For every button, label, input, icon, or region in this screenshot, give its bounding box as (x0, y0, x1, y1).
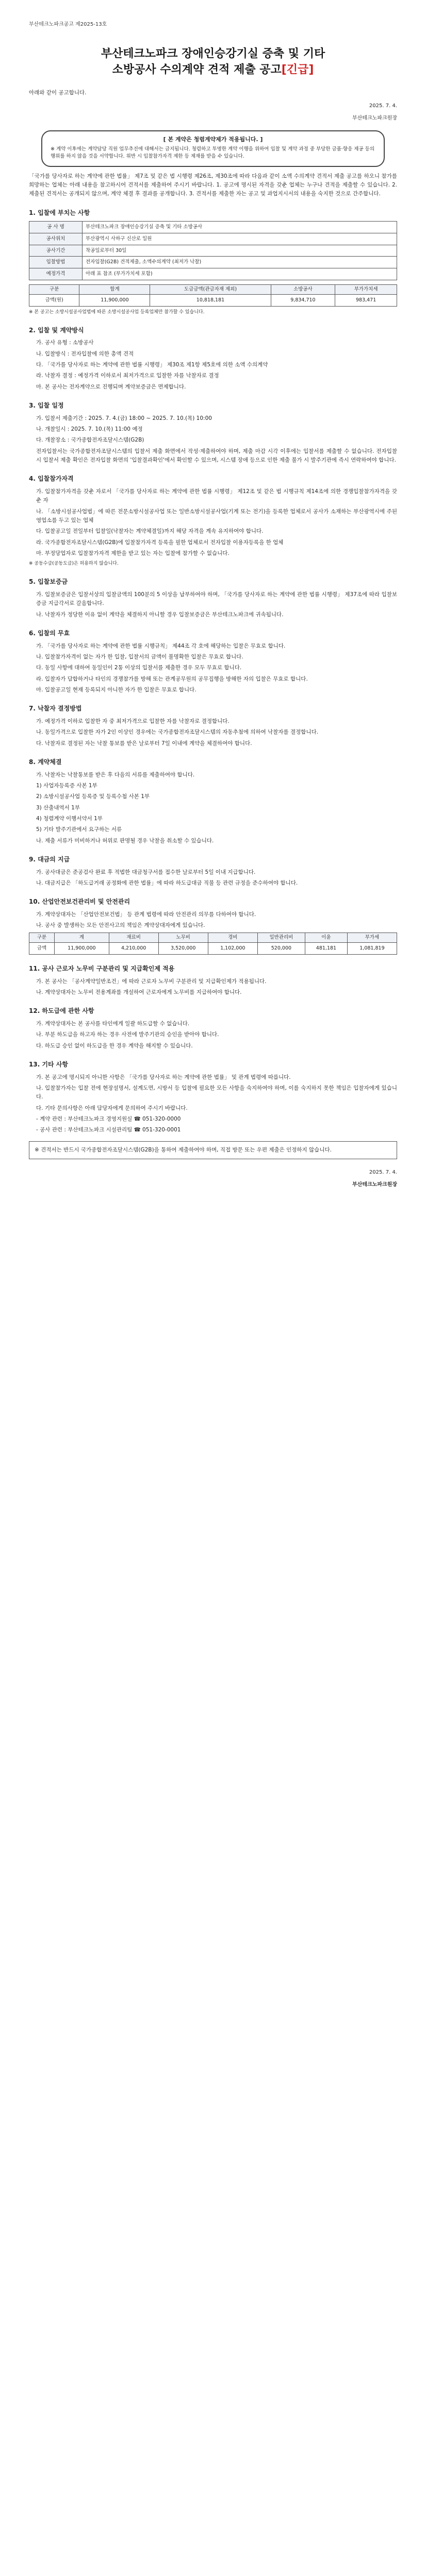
price-cell: 10,818,181 (150, 295, 271, 307)
cost-header-cell: 부가세 (347, 933, 397, 942)
section-item: 다. 「국가를 당사자로 하는 계약에 관한 법률 시행령」 제30조 제1항 제5호에 의한 소액 수의계약 (36, 361, 268, 368)
overview-row (29, 268, 397, 280)
section-item: 가. 계약상대자는 「산업안전보건법」 등 관계 법령에 따라 안전관리 의무를 다하여야 합니다. (36, 911, 256, 918)
section-11-heading: 11. 공사 근로자 노무비 구분관리 및 지급확인제 적용 (29, 964, 175, 972)
price-header-cell: 도급금액(관급자재 제외) (150, 284, 271, 294)
section-9-heading: 9. 대금의 지급 (29, 855, 70, 863)
section-item: - 계약 관련 : 부산테크노파크 경영지원실 ☎ 051-320-0000 (36, 1115, 181, 1122)
section-item: 가. 입찰참가자격을 갖춘 자로서 「국가를 당사자로 하는 계약에 관한 법률 시행령」 제12조 및 같은 법 시행규칙 제14조에 의한 경쟁입찰참가자격을 갖춘 자 (36, 488, 397, 504)
section-item: 가. 「국가를 당사자로 하는 계약에 관한 법률 시행규칙」 제44조 각 호에 해당하는 입찰은 무효로 합니다. (36, 642, 286, 649)
section-1-note: ※ 본 공고는 소방시설공사업법에 따른 소방시설공사업 등록업체만 참가할 수 있습니다. (29, 309, 205, 315)
section-12-heading: 12. 하도급에 관한 사항 (29, 1007, 94, 1015)
title-line2 (29, 62, 397, 78)
overview-value: 부산테크노파크 장애인승강기실 증축 및 기타 소방공사 (83, 222, 397, 233)
section-item: 라. 낙찰자 결정 : 예정가격 이하로서 최저가격으로 입찰한 자를 낙찰자로 결정 (36, 372, 219, 379)
overview-label: 공사위치 (29, 233, 83, 245)
price-header-cell: 합계 (79, 284, 150, 294)
section-item: 나. 입찰참가자격이 없는 자가 한 입찰, 입찰서의 금액이 불명확한 입찰은 무효로 합니다. (36, 653, 243, 660)
cost-header-cell: 일반관리비 (257, 933, 305, 942)
salutation: 아래와 같이 공고합니다. (29, 90, 87, 96)
cost-breakdown-table (29, 933, 397, 955)
submission-note-box (29, 1141, 397, 1159)
overview-row (29, 233, 397, 245)
section-item: 다. 입찰공고일 전일부터 입찰일(낙찰자는 계약체결일)까지 해당 자격을 계속 유지하여야 합니다. (36, 528, 264, 535)
section-detail: 전자입찰서는 국가종합전자조달시스템의 입찰서 제출 화면에서 작성·제출하여야 하며, 제출 마감 시각 이후에는 입찰서를 제출할 수 없습니다. 전자입찰 시 입찰서 제출 확인은 전자입찰 화면의 '입찰결과확인'에서 확인할 수 있으며, 시스템 장애 등으로 인한 제출 불가 시 발주기관에 즉시 연락하여야 합니다. (36, 448, 397, 463)
cost-cell: 1,102,000 (208, 943, 257, 955)
integrity-notice-title: [ 본 계약은 청렴계약제가 적용됩니다. ] (163, 135, 263, 143)
section-item: 나. 개찰일시 : 2025. 7. 10.(목) 11:00 예정 (36, 426, 143, 433)
overview-label: 공 사 명 (29, 222, 83, 233)
end-date: 2025. 7. 4. (369, 1169, 397, 1175)
intro-paragraph: 「국가를 당사자로 하는 계약에 관한 법률」 제7조 및 같은 법 시행령 제26조, 제30조에 따라 다음과 같이 소액 수의계약 견적서 제출 공고를 하오니 참가를 희망하는 업체는 아래 내용을 참고하시어 견적서를 제출하여 주시기 바랍니다. 1. 공고에 명시된 자격을 갖춘 업체는 누구나 견적을 제출할 수 있습니다. 2. 제출된 견적서는 공개되지 않으며, 계약 체결 후 결과를 공개합니다. 3. 견적서를 제출한 자는 공고 및 과업지시서의 내용을 숙지한 것으로 간주합니다. (29, 173, 397, 197)
section-item: 4) 청렴계약 이행서약서 1부 (36, 815, 103, 822)
cost-header-cell: 경비 (208, 933, 257, 942)
section-item: 나. 부분 하도급을 하고자 하는 경우 사전에 발주기관의 승인을 받아야 합니다. (36, 1031, 219, 1038)
cost-cell: 520,000 (257, 943, 305, 955)
overview-value: 전자입찰(G2B) 견적제출, 소액수의계약 (최저가 낙찰) (83, 257, 397, 268)
overview-row (29, 222, 397, 233)
cost-cell: 금액 (29, 943, 55, 955)
integrity-notice-body: ※ 계약 이후에는 계약담당 직원 업무추진에 대해서는 금지됩니다. 청렴하고 투명한 계약 이행을 위하여 입찰 및 계약 과정 중 부당한 금품·향응 제공 등의 행위를 하지 않을 것을 서약합니다. 위반 시 입찰참가자격 제한 등 제재를 받을 수 있습니다. (51, 146, 375, 160)
cost-cell: 3,520,000 (158, 943, 208, 955)
section-item: 마. 입찰공고일 현재 등록되지 아니한 자가 한 입찰은 무효로 합니다. (36, 686, 196, 693)
section-item: 나. 계약상대자는 노무비 전용계좌를 개설하여 근로자에게 노무비를 지급하여야 합니다. (36, 989, 242, 995)
section-note: ※ 공동수급(공동도급)은 허용하지 않습니다. (29, 561, 119, 567)
overview-table (29, 221, 397, 280)
section-item: 가. 계약상대자는 본 공사를 타인에게 일괄 하도급할 수 없습니다. (36, 1020, 190, 1027)
price-header-cell: 소방공사 (271, 284, 335, 294)
section-item: 마. 본 공사는 전자계약으로 진행되며 계약보증금은 면제합니다. (36, 383, 186, 390)
price-header-cell: 구분 (29, 284, 79, 294)
cost-header-cell: 노무비 (158, 933, 208, 942)
section-item: 1) 사업자등록증 사본 1부 (36, 783, 97, 789)
overview-label: 공사기간 (29, 245, 83, 257)
doc-title (29, 46, 397, 79)
doc-number: 부산테크노파크공고 제2025-13호 (29, 22, 107, 27)
section-10-heading: 10. 산업안전보건관리비 및 안전관리 (29, 898, 130, 906)
price-table (29, 284, 397, 307)
price-header-cell: 부가가치세 (335, 284, 397, 294)
section-item: 나. 낙찰자가 정당한 이유 없이 계약을 체결하지 아니할 경우 입찰보증금은 부산테크노파크에 귀속됩니다. (36, 611, 284, 618)
cost-header-cell: 구분 (29, 933, 55, 942)
section-item: 나. 「소방시설공사업법」에 따른 전문소방시설공사업 또는 일반소방시설공사업(기계 또는 전기)을 등록한 업체로서 공사가 소재하는 부산광역시에 주된 영업소를 두고 있는 업체 (36, 508, 397, 523)
section-4-heading: 4. 입찰참가자격 (29, 475, 74, 483)
section-item: 나. 입찰방식 : 전자입찰에 의한 총액 견적 (36, 350, 134, 357)
section-1-heading: 1. 입찰에 부치는 사항 (29, 209, 90, 216)
title-line2-text: 소방공사 수의계약 견적 제출 공고 (112, 63, 282, 77)
cost-cell: 1,081,819 (347, 943, 397, 955)
section-item: 가. 낙찰자는 낙찰통보를 받은 후 다음의 서류를 제출하여야 합니다. (36, 771, 195, 778)
integrity-notice-box (41, 130, 385, 167)
section-item: 다. 기타 문의사항은 아래 담당자에게 문의하여 주시기 바랍니다. (36, 1105, 188, 1111)
section-item: 가. 본 공사는 「공사계약일반조건」에 따라 근로자 노무비 구분관리 및 지급확인제가 적용됩니다. (36, 978, 267, 985)
section-item: 다. 낙찰자로 결정된 자는 낙찰 통보를 받은 날로부터 7일 이내에 계약을 체결하여야 합니다. (36, 740, 252, 747)
section-item: 가. 입찰보증금은 입찰서상의 입찰금액의 100분의 5 이상을 납부하여야 하며, 「국가를 당사자로 하는 계약에 관한 법률 시행령」 제37조에 따라 입찰보증금 지급각서로 갈음합니다. (36, 591, 397, 607)
section-item: 나. 입찰참가자는 입찰 전에 현장설명서, 설계도면, 시방서 등 입찰에 필요한 모든 사항을 숙지하여야 하며, 이를 숙지하지 못한 책임은 입찰자에게 있습니다. (36, 1085, 397, 1100)
overview-row (29, 257, 397, 268)
cost-cell: 4,210,000 (109, 943, 158, 955)
section-item: 2) 소방시설공사업 등록증 및 등록수첩 사본 1부 (36, 793, 150, 800)
overview-row (29, 245, 397, 257)
section-item: 나. 제출 서류가 미비하거나 허위로 판명될 경우 낙찰을 취소할 수 있습니다. (36, 837, 214, 844)
section-item: 마. 부정당업자로 입찰참가자격 제한을 받고 있는 자는 입찰에 참가할 수 없습니다. (36, 550, 230, 556)
overview-value: 아래 표 참조 (부가가치세 포함) (83, 268, 397, 280)
urgent-badge: [긴급] (281, 63, 314, 77)
section-3-heading: 3. 입찰 일정 (29, 401, 64, 409)
submission-note: ※ 견적서는 반드시 국가종합전자조달시스템(G2B)을 통하여 제출하여야 하며, 직접 방문 또는 우편 제출은 인정하지 않습니다. (35, 1146, 332, 1153)
overview-value: 부산광역시 사하구 신산로 일원 (83, 233, 397, 245)
cost-cell: 11,900,000 (55, 943, 109, 955)
overview-label: 입찰방법 (29, 257, 83, 268)
section-6-heading: 6. 입찰의 무효 (29, 629, 70, 637)
section-13-heading: 13. 기타 사항 (29, 1060, 68, 1068)
section-item: 3) 산출내역서 1부 (36, 804, 80, 811)
section-item: 나. 동일가격으로 입찰한 자가 2인 이상인 경우에는 국가종합전자조달시스템의 자동추첨에 의하여 낙찰자를 결정합니다. (36, 729, 319, 736)
overview-value: 착공일로부터 30일 (83, 245, 397, 257)
section-item: 가. 입찰서 제출기간 : 2025. 7. 4.(금) 18:00 ~ 2025. 7. 10.(목) 10:00 (36, 415, 212, 421)
section-item: 5) 기타 발주기관에서 요구하는 서류 (36, 826, 122, 833)
section-item: 다. 개찰장소 : 국가종합전자조달시스템(G2B) (36, 437, 144, 444)
section-item: 나. 대금지급은 「하도급거래 공정화에 관한 법률」에 따라 하도급대금 직불 등 관련 규정을 준수하여야 합니다. (36, 880, 298, 887)
section-item: - 공사 관련 : 부산테크노파크 시설관리팀 ☎ 051-320-0001 (36, 1127, 181, 1133)
section-item: 나. 공사 중 발생하는 모든 안전사고의 책임은 계약상대자에게 있습니다. (36, 922, 205, 929)
cost-cell: 481,181 (305, 943, 348, 955)
section-item: 가. 공사대금은 준공검사 완료 후 적법한 대금청구서를 접수한 날로부터 5일 이내 지급합니다. (36, 869, 256, 875)
price-row (29, 295, 397, 307)
cost-header-cell: 계 (55, 933, 109, 942)
section-8-heading: 8. 계약체결 (29, 758, 62, 766)
end-sender: 부산테크노파크원장 (352, 1182, 397, 1188)
price-cell: 9,834,710 (271, 295, 335, 307)
overview-label: 예정가격 (29, 268, 83, 280)
price-cell: 983,471 (335, 295, 397, 307)
section-item: 가. 본 공고에 명시되지 아니한 사항은 「국가를 당사자로 하는 계약에 관한 법률」 및 관계 법령에 따릅니다. (36, 1074, 291, 1080)
section-item: 가. 공사 유형 : 소방공사 (36, 340, 94, 346)
section-item: 라. 국가종합전자조달시스템(G2B)에 입찰참가자격 등록을 필한 업체로서 전자입찰 이용자등록을 한 업체 (36, 539, 284, 546)
notice-date: 2025. 7. 4. (369, 103, 397, 109)
cost-header-cell: 이윤 (305, 933, 348, 942)
section-item: 다. 동일 사항에 대하여 동일인이 2통 이상의 입찰서를 제출한 경우 모두 무효로 합니다. (36, 665, 242, 671)
section-2-heading: 2. 입찰 및 계약방식 (29, 326, 84, 334)
notice-sender: 부산테크노파크원장 (352, 115, 397, 122)
section-item: 가. 예정가격 이하로 입찰한 자 중 최저가격으로 입찰한 자를 낙찰자로 결정합니다. (36, 718, 230, 724)
section-7-heading: 7. 낙찰자 결정방법 (29, 705, 82, 713)
cost-header-cell: 재료비 (109, 933, 158, 942)
document-page (29, 21, 397, 1190)
price-cell: 11,900,000 (79, 295, 150, 307)
title-line1: 부산테크노파크 장애인승강기실 증축 및 기타 (101, 47, 325, 60)
section-item: 다. 하도급 승인 없이 하도급을 한 경우 계약을 해지할 수 있습니다. (36, 1042, 193, 1049)
section-item: 라. 입찰자가 담합하거나 타인의 경쟁참가를 방해 또는 관계공무원의 공무집행을 방해한 자의 입찰은 무효로 합니다. (36, 675, 308, 682)
price-cell: 금액(원) (29, 295, 79, 307)
cost-row (29, 943, 397, 955)
section-5-heading: 5. 입찰보증금 (29, 578, 68, 586)
